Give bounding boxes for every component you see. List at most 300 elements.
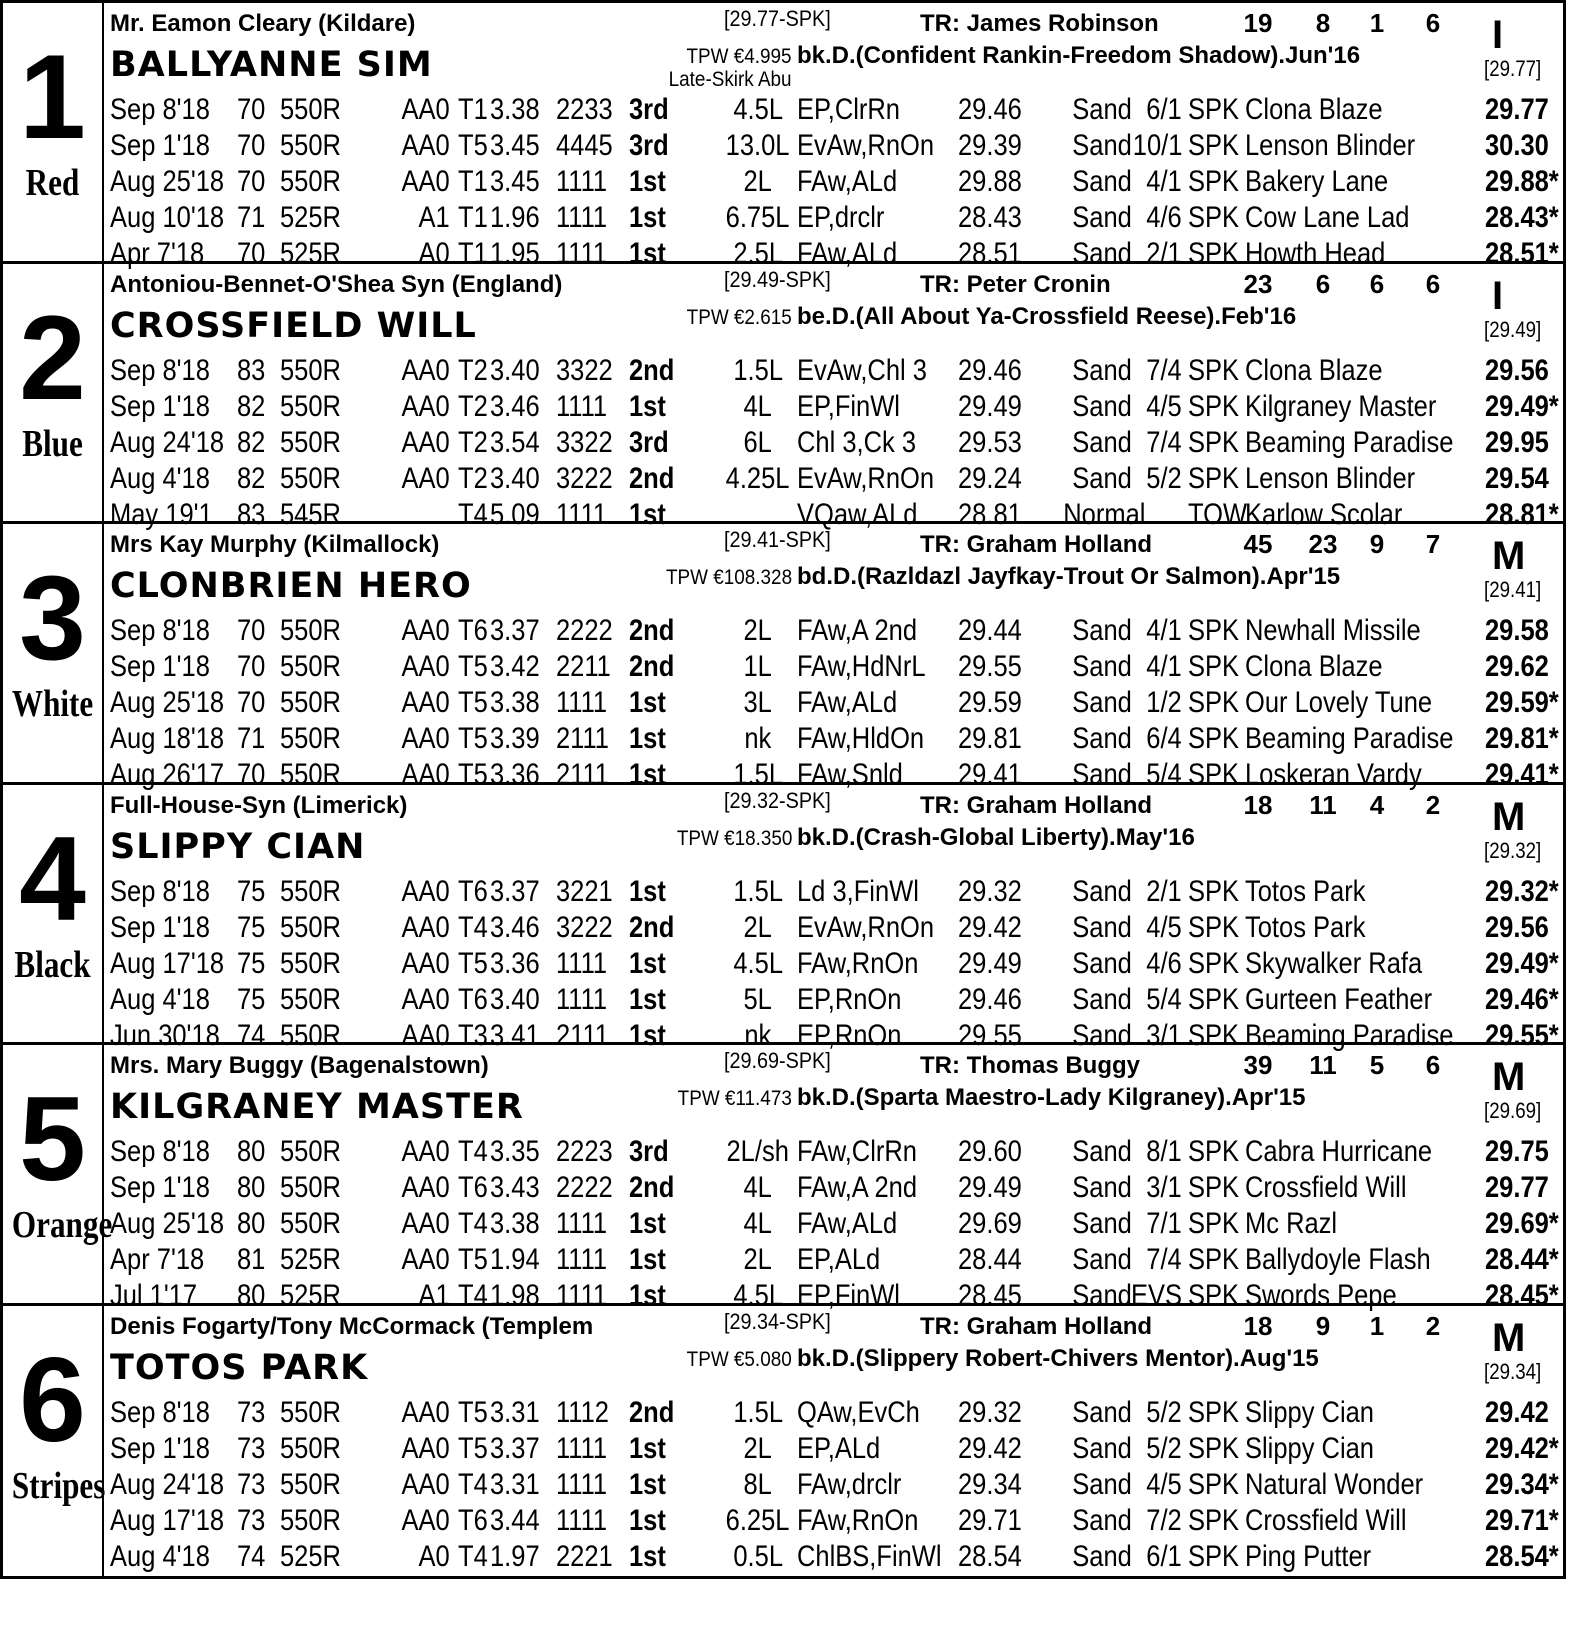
trainer-name: TR: Graham Holland <box>920 531 1153 558</box>
form-split <box>490 1394 548 1431</box>
form-dist <box>280 945 352 982</box>
form-wt-text: 75 <box>237 910 266 944</box>
form-grade <box>393 91 450 128</box>
form-wt-text: 70 <box>237 650 266 683</box>
form-sect-text: 1111 <box>556 982 608 1016</box>
form-wt-text: 70 <box>237 165 266 198</box>
form-wt <box>237 352 270 389</box>
form-grade <box>393 909 450 946</box>
form-grade <box>393 460 450 497</box>
form-row <box>110 1538 1560 1575</box>
form-fin-text: 2nd <box>629 1171 675 1204</box>
form-fin-text: 1st <box>629 497 666 531</box>
owner-name: Mrs. Mary Buggy (Bagenalstown) <box>110 1052 489 1079</box>
form-trap <box>458 1466 493 1503</box>
form-winner <box>1245 1502 1435 1539</box>
form-by-text: 2L <box>743 165 773 198</box>
form-winner <box>1245 163 1413 200</box>
form-remarks <box>797 352 950 389</box>
form-venue <box>1188 1394 1248 1431</box>
form-fin <box>629 460 682 497</box>
form-split <box>490 1538 548 1575</box>
form-sp-text: 4/1 <box>1146 614 1182 647</box>
form-fin <box>629 720 672 757</box>
prize-money <box>666 566 792 589</box>
form-trap <box>458 1133 493 1170</box>
form-by-text: 6.75L <box>726 201 790 234</box>
grade-time: [29.34] <box>1484 1358 1542 1384</box>
form-trap <box>458 1205 493 1242</box>
form-dist <box>280 1466 352 1503</box>
form-split-text: 3.40 <box>490 982 540 1016</box>
form-wt <box>237 388 270 425</box>
form-fin-text: 1st <box>629 1431 666 1465</box>
form-wtime-text: 29.42 <box>958 1431 1022 1465</box>
form-winner <box>1245 909 1387 946</box>
form-going-text: Sand <box>1072 722 1132 755</box>
form-venue <box>1188 1502 1248 1539</box>
form-by-text: 0.5L <box>733 1539 783 1573</box>
form-sect-text: 2111 <box>556 722 609 755</box>
form-row <box>110 1133 1560 1170</box>
trap-number: 1 <box>19 30 86 164</box>
career-stat: 11 <box>1309 1050 1337 1080</box>
form-row <box>110 1394 1560 1431</box>
form-by-text: 4.5L <box>733 946 783 980</box>
form-sect <box>556 127 623 164</box>
form-by <box>718 424 798 461</box>
form-trap-text: T5 <box>458 650 488 683</box>
form-going <box>1056 163 1148 200</box>
form-dist <box>280 424 352 461</box>
form-split-text: 3.43 <box>490 1171 540 1204</box>
form-by <box>718 945 798 982</box>
form-going <box>1056 1430 1148 1467</box>
form-venue <box>1188 352 1248 389</box>
form-split <box>490 720 548 757</box>
form-date-text: Jun 30'18 <box>110 1018 220 1052</box>
form-by-text: 1.5L <box>733 1395 783 1429</box>
form-wtime-text: 29.34 <box>958 1467 1022 1501</box>
form-remarks-text: Ld 3,FinWl <box>797 874 919 908</box>
form-winner-text: Natural Wonder <box>1245 1467 1424 1501</box>
form-winner <box>1245 648 1407 685</box>
form-sect-text: 4445 <box>556 129 613 162</box>
trap-column <box>0 264 104 532</box>
form-wt-text: 71 <box>237 201 266 234</box>
form-sp <box>1140 1133 1182 1170</box>
tpw-amount: TPW €5.080 <box>686 1347 792 1371</box>
form-trap <box>458 648 493 685</box>
trap-number: 6 <box>19 1332 86 1467</box>
form-winner-text: Cabra Hurricane <box>1245 1135 1433 1168</box>
form-sect <box>556 199 616 236</box>
form-wt <box>237 91 270 128</box>
form-sect <box>556 460 623 497</box>
form-grade <box>393 1394 450 1431</box>
form-by-text: 4.5L <box>733 1279 783 1312</box>
form-winner-text: Lenson Blinder <box>1245 461 1416 495</box>
form-remarks <box>797 460 958 497</box>
form-time-text: 29.88* <box>1485 165 1559 198</box>
form-trap <box>458 1241 493 1278</box>
career-stat: 45 <box>1243 529 1273 559</box>
form-grade-text: AA0 <box>401 1243 450 1276</box>
form-by <box>718 460 798 497</box>
form-date <box>110 1205 244 1242</box>
form-going-text: Sand <box>1072 201 1132 234</box>
prize-money <box>678 1087 792 1110</box>
form-split <box>490 1466 548 1503</box>
form-time <box>1485 1133 1560 1170</box>
form-grade <box>393 612 450 649</box>
form-time-text: 29.49* <box>1485 946 1559 980</box>
form-wtime-text: 29.53 <box>958 425 1022 459</box>
form-dist-text: 550R <box>280 758 341 791</box>
form-row <box>110 352 1560 389</box>
trap-column <box>0 785 104 1053</box>
form-venue <box>1188 873 1248 910</box>
form-wtime-text: 29.49 <box>958 946 1022 980</box>
form-wt <box>237 424 270 461</box>
form-row <box>110 720 1560 757</box>
form-venue-text: SPK <box>1188 614 1240 647</box>
form-remarks-text: QAw,EvCh <box>797 1395 920 1429</box>
form-split-text: 3.46 <box>490 910 540 944</box>
form-fin-text: 1st <box>629 982 666 1016</box>
form-dist <box>280 1133 352 1170</box>
form-trap <box>458 91 493 128</box>
form-row <box>110 127 1560 164</box>
form-time-text: 29.81* <box>1485 722 1559 755</box>
form-grade <box>393 1466 450 1503</box>
form-time <box>1485 909 1560 946</box>
form-dist <box>280 1241 352 1278</box>
form-sp <box>1140 1394 1182 1431</box>
form-venue-text: SPK <box>1188 650 1240 683</box>
trap-color-label: White <box>11 683 94 725</box>
best-time-label: [29.77-SPK] <box>724 6 831 31</box>
form-dist-text: 550R <box>280 1503 341 1537</box>
form-dist-text: 550R <box>280 165 341 198</box>
form-date-text: Sep 8'18 <box>110 874 210 908</box>
form-trap <box>458 1502 493 1539</box>
form-by-text: 2L <box>743 910 773 944</box>
form-wt-text: 70 <box>237 614 266 647</box>
form-wtime <box>958 648 1033 685</box>
form-split-text: 3.31 <box>490 1467 540 1501</box>
form-winner-text: Newhall Missile <box>1245 614 1421 647</box>
form-winner <box>1245 199 1438 236</box>
form-trap <box>458 1394 493 1431</box>
grade-time: [29.41] <box>1484 577 1542 602</box>
form-dist <box>280 388 352 425</box>
form-grade <box>393 127 450 164</box>
form-by-text: nk <box>744 1018 772 1052</box>
grade-time: [29.49] <box>1484 316 1542 342</box>
form-going <box>1056 981 1148 1018</box>
form-going-text: Sand <box>1072 946 1132 980</box>
form-sect-text: 1111 <box>556 165 608 198</box>
form-wtime <box>958 460 1033 497</box>
form-grade <box>393 1169 450 1206</box>
form-wtime-text: 28.44 <box>958 1243 1022 1276</box>
form-split <box>490 648 548 685</box>
form-remarks-text: FAw,A 2nd <box>797 614 918 647</box>
form-wtime-text: 29.42 <box>958 910 1022 944</box>
form-wtime <box>958 91 1033 128</box>
form-dist-text: 550R <box>280 614 341 647</box>
form-by-text: 2L <box>743 614 773 647</box>
form-date <box>110 163 244 200</box>
form-going-text: Sand <box>1072 650 1132 683</box>
breeding-line: bd.D.(Razldazl Jayfkay-Trout Or Salmon).Apr'15 <box>797 563 1341 590</box>
form-by-text: 2L <box>743 1431 773 1465</box>
form-split <box>490 91 548 128</box>
form-grade-text: AA0 <box>401 946 450 980</box>
form-sp <box>1140 873 1182 910</box>
form-sect-text: 2223 <box>556 1135 613 1168</box>
form-split-text: 3.39 <box>490 722 540 755</box>
form-winner <box>1245 1466 1455 1503</box>
form-fin-text: 3rd <box>629 425 669 459</box>
career-stat: 9 <box>1369 529 1385 559</box>
form-fin <box>629 424 676 461</box>
form-split-text: 1.97 <box>490 1539 540 1573</box>
form-wtime <box>958 1394 1033 1431</box>
form-winner-text: Clona Blaze <box>1245 93 1383 126</box>
form-date-text: Sep 1'18 <box>110 1431 210 1465</box>
form-winner <box>1245 1430 1397 1467</box>
form-wtime-text: 29.32 <box>958 1395 1022 1429</box>
form-time <box>1485 873 1572 910</box>
form-grade-text: AA0 <box>401 1467 450 1501</box>
form-grade-text: AA0 <box>401 461 450 495</box>
form-remarks-text: EP,drclr <box>797 201 885 234</box>
form-split-text: 5.09 <box>490 497 540 531</box>
form-fin <box>629 1241 672 1278</box>
form-wtime-text: 29.55 <box>958 1018 1022 1052</box>
form-by-text: 4.5L <box>733 93 783 126</box>
form-sp <box>1124 127 1182 164</box>
form-sect <box>556 1430 616 1467</box>
form-grade-text: AA0 <box>401 1503 450 1537</box>
form-grade-text: AA0 <box>401 165 450 198</box>
form-going-text: Sand <box>1072 425 1132 459</box>
form-row <box>110 460 1560 497</box>
form-venue <box>1188 199 1248 236</box>
form-row <box>110 648 1560 685</box>
form-dist-text: 550R <box>280 982 341 1016</box>
trainer-name: TR: Thomas Buggy <box>920 1052 1140 1079</box>
form-trap <box>458 981 493 1018</box>
form-split <box>490 127 548 164</box>
form-grade <box>413 1538 450 1575</box>
form-remarks-text: FAw,RnOn <box>797 1503 919 1537</box>
form-winner-text: Skywalker Rafa <box>1245 946 1423 980</box>
form-fin-text: 1st <box>629 1279 666 1312</box>
grade-letter: M <box>1492 1055 1526 1099</box>
form-wtime-text: 29.46 <box>958 982 1022 1016</box>
form-fin <box>629 1133 676 1170</box>
career-stat: 9 <box>1315 1310 1331 1341</box>
form-time-text: 29.77 <box>1485 93 1549 126</box>
form-trap <box>458 388 493 425</box>
form-split-text: 1.95 <box>490 237 540 270</box>
form-sp-text: 6/1 <box>1146 93 1182 126</box>
form-trap-text: T5 <box>458 758 488 791</box>
form-sp <box>1140 163 1182 200</box>
form-by-text: 5L <box>743 982 773 1016</box>
career-stat: 6 <box>1315 268 1331 299</box>
form-sp <box>1140 199 1182 236</box>
form-remarks-text: FAw,A 2nd <box>797 1171 918 1204</box>
form-trap <box>458 612 493 649</box>
form-fin <box>629 1205 672 1242</box>
form-sect <box>556 388 616 425</box>
form-fin-text: 1st <box>629 874 666 908</box>
form-sp <box>1140 981 1182 1018</box>
form-trap-text: T6 <box>458 874 488 908</box>
form-remarks <box>797 1241 895 1278</box>
form-remarks-text: FAw,ALd <box>797 1207 898 1240</box>
form-sp-text: 4/6 <box>1146 946 1182 980</box>
form-sp-text: 4/5 <box>1146 1467 1182 1501</box>
form-dist-text: 550R <box>280 910 341 944</box>
form-wtime-text: 29.88 <box>958 165 1022 198</box>
form-fin-text: 1st <box>629 165 666 198</box>
form-remarks <box>797 1466 920 1503</box>
form-trap <box>458 163 493 200</box>
form-dist-text: 525R <box>280 1539 341 1573</box>
form-going <box>1056 1394 1148 1431</box>
grade-letter: I <box>1492 273 1504 318</box>
form-sp <box>1140 648 1182 685</box>
trainer-name: TR: Graham Holland <box>920 791 1153 819</box>
form-split <box>490 1169 548 1206</box>
form-grade-text: AA0 <box>401 650 450 683</box>
form-dist-text: 525R <box>280 1279 341 1312</box>
form-wt <box>237 945 270 982</box>
form-split-text: 1.94 <box>490 1243 540 1276</box>
form-winner <box>1245 1241 1463 1278</box>
form-trap-text: T4 <box>458 497 488 531</box>
form-row <box>110 909 1560 946</box>
form-dist <box>280 163 352 200</box>
form-wtime <box>958 945 1033 982</box>
form-going-text: Sand <box>1072 353 1132 387</box>
form-wtime <box>958 1502 1033 1539</box>
form-by <box>718 612 798 649</box>
form-remarks <box>797 1538 967 1575</box>
form-fin-text: 2nd <box>629 353 675 387</box>
form-fin-text: 2nd <box>629 910 675 944</box>
form-fin <box>629 612 682 649</box>
form-date-text: Apr 7'18 <box>110 1243 205 1276</box>
form-remarks <box>797 199 900 236</box>
form-date-text: Sep 8'18 <box>110 353 210 387</box>
form-remarks-text: EvAw,RnOn <box>797 461 935 495</box>
form-fin-text: 1st <box>629 1207 666 1240</box>
form-remarks-text: EP,RnOn <box>797 982 902 1016</box>
form-trap <box>458 352 493 389</box>
form-going <box>1056 945 1148 982</box>
form-sect <box>556 873 623 910</box>
form-time <box>1485 424 1560 461</box>
form-dist-text: 550R <box>280 129 341 162</box>
form-remarks <box>797 1430 895 1467</box>
form-venue <box>1188 981 1248 1018</box>
form-winner-text: Slippy Cian <box>1245 1431 1374 1465</box>
form-date-text: Apr 7'18 <box>110 237 205 270</box>
form-split-text: 3.38 <box>490 1207 540 1240</box>
form-by <box>718 1205 798 1242</box>
form-remarks <box>797 388 918 425</box>
form-venue-text: SPK <box>1188 722 1240 755</box>
form-sect <box>556 1466 616 1503</box>
form-fin-text: 1st <box>629 1467 666 1501</box>
form-grade-text: A0 <box>418 1539 450 1573</box>
form-wt <box>237 1169 270 1206</box>
form-row <box>110 981 1560 1018</box>
career-stat: 23 <box>1243 268 1273 299</box>
form-time <box>1485 981 1572 1018</box>
form-sp-text: 7/1 <box>1146 1207 1182 1240</box>
form-fin-text: 2nd <box>629 614 675 647</box>
form-row <box>110 684 1560 721</box>
form-row <box>110 1241 1560 1278</box>
form-time <box>1485 1502 1572 1539</box>
form-grade <box>393 352 450 389</box>
form-wt-text: 83 <box>237 497 266 531</box>
form-sect-text: 3322 <box>556 425 613 459</box>
form-wtime-text: 29.71 <box>958 1503 1022 1537</box>
form-winner <box>1245 424 1490 461</box>
form-sect-text: 3221 <box>556 874 613 908</box>
form-remarks-text: EP,FinWl <box>797 389 900 423</box>
form-time <box>1485 1394 1560 1431</box>
form-winner-text: Clona Blaze <box>1245 353 1383 387</box>
form-winner <box>1245 91 1407 128</box>
form-grade <box>413 199 450 236</box>
form-winner-text: Beaming Paradise <box>1245 425 1454 459</box>
form-grade-text: AA0 <box>401 1395 450 1429</box>
form-grade-text: AA0 <box>401 389 450 423</box>
form-going <box>1056 91 1148 128</box>
form-going-text: Sand <box>1072 461 1132 495</box>
form-venue <box>1188 127 1248 164</box>
form-grade <box>393 684 450 721</box>
form-going-text: Sand <box>1072 129 1132 162</box>
form-wtime <box>958 163 1033 200</box>
form-trap-text: T4 <box>458 910 488 944</box>
form-split <box>490 199 548 236</box>
form-date-text: Aug 25'18 <box>110 165 225 198</box>
career-stat: 18 <box>1243 1310 1273 1341</box>
form-wt <box>237 1430 270 1467</box>
form-venue-text: SPK <box>1188 1243 1240 1276</box>
prize-money <box>669 45 792 91</box>
form-split <box>490 424 548 461</box>
form-sp <box>1140 91 1182 128</box>
trap-number: 2 <box>19 290 86 425</box>
career-stat: 6 <box>1425 268 1441 299</box>
form-date-text: Aug 26'17 <box>110 758 225 791</box>
form-date <box>110 684 244 721</box>
form-sect <box>556 945 616 982</box>
form-wt-text: 70 <box>237 686 266 719</box>
form-going-text: Sand <box>1072 1171 1132 1204</box>
